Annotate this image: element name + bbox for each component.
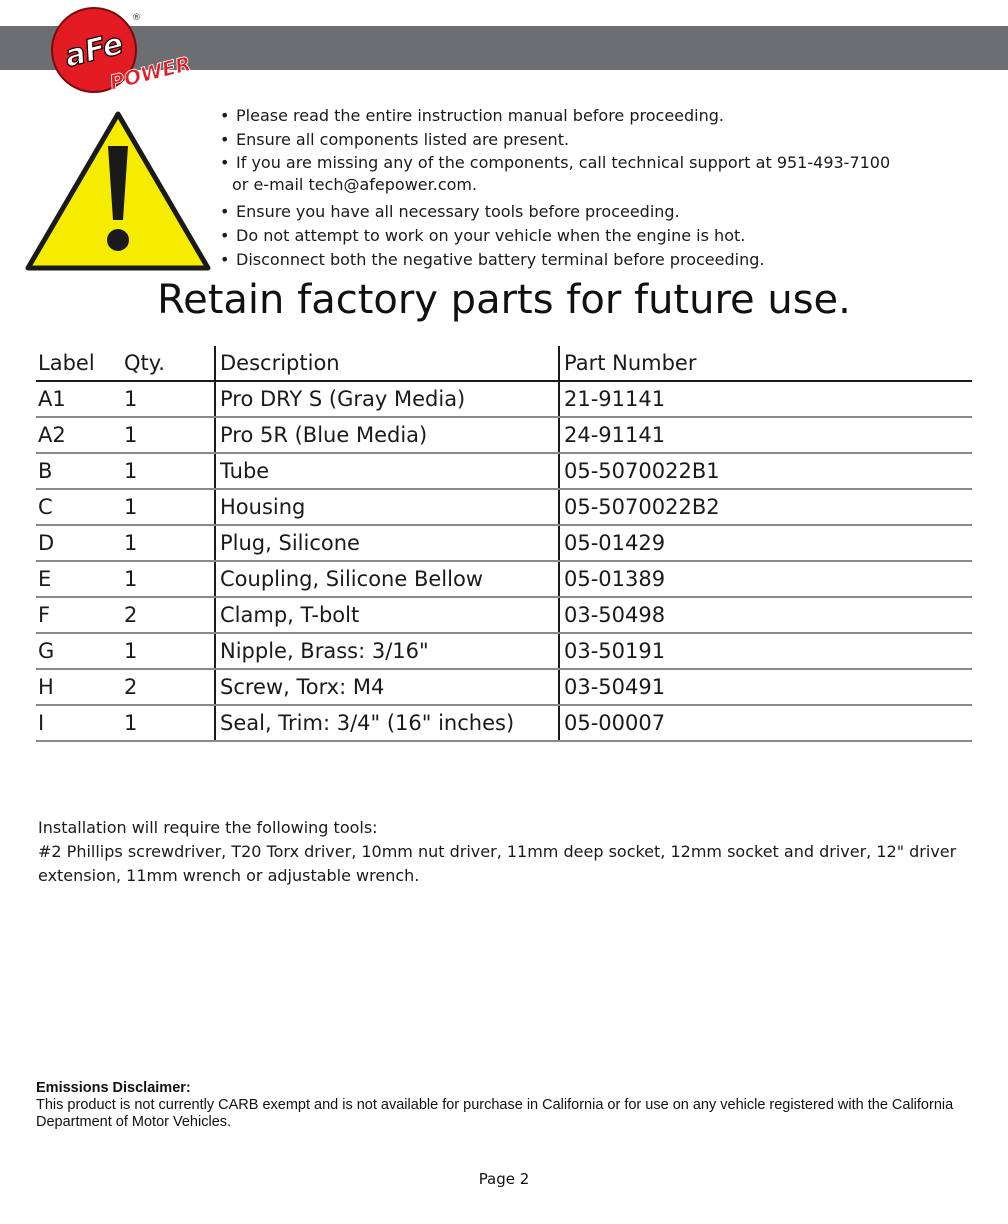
cell-label: E [36,561,120,597]
bullet: • [220,106,230,125]
cell-label: B [36,453,120,489]
table-row [36,705,972,741]
table-row [36,453,972,489]
logo-text-main: aFe [61,26,127,75]
warning-item: • Disconnect both the negative battery terminal before proceeding. [220,248,960,272]
warning-item: • Ensure you have all necessary tools before proceeding. [220,200,960,224]
column-header-qty: Qty. [120,346,215,381]
warning-item: • If you are missing any of the components, call technical support at 951-493-7100 or e-mail tech@afepower.com. [220,153,891,194]
cell-qty: 1 [120,417,215,453]
cell-label: A1 [36,381,120,417]
cell-label: I [36,705,120,741]
cell-part-number: 05-01429 [559,525,972,561]
afe-power-logo [40,2,200,98]
cell-label: D [36,525,120,561]
table-row [36,669,972,705]
cell-description: Nipple, Brass: 3/16" [215,633,559,669]
page-headline: Retain factory parts for future use. [157,277,851,323]
bullet: • [220,202,230,221]
cell-description: Pro 5R (Blue Media) [215,417,559,453]
column-header-label: Label [36,346,120,381]
cell-description: Clamp, T-bolt [215,597,559,633]
table-row [36,489,972,525]
cell-part-number: 21-91141 [559,381,972,417]
cell-description: Pro DRY S (Gray Media) [215,381,559,417]
table-row [36,633,972,669]
cell-label: H [36,669,120,705]
warning-item: • Do not attempt to work on your vehicle when the engine is hot. [220,224,960,248]
cell-qty: 1 [120,525,215,561]
cell-part-number: 05-00007 [559,705,972,741]
tools-section [38,816,958,888]
cell-qty: 1 [120,633,215,669]
table-row [36,417,972,453]
table-row [36,597,972,633]
disclaimer-title: Emissions Disclaimer: [36,1080,191,1096]
table-row [36,561,972,597]
cell-qty: 2 [120,669,215,705]
tools-list: #2 Phillips screwdriver, T20 Torx driver, 10mm nut driver, 11mm deep socket, 12mm socket and driver, 12" driver extension, 11mm wrench or adjustable wrench. [38,842,957,885]
warning-icon [24,108,212,274]
bullet: • [220,130,230,149]
cell-label: C [36,489,120,525]
disclaimer-text: This product is not currently CARB exempt and is not available for purchase in California or for use on any vehicle registered with the California Department of Motor Vehicles. [36,1097,954,1130]
table-header-row [36,346,972,381]
cell-part-number: 05-01389 [559,561,972,597]
parts-table [36,346,972,742]
cell-qty: 1 [120,453,215,489]
table-row [36,525,972,561]
cell-qty: 1 [120,705,215,741]
cell-description: Coupling, Silicone Bellow [215,561,559,597]
warning-item: • Please read the entire instruction manual before proceeding. [220,104,960,128]
tools-intro: Installation will require the following tools: [38,818,378,837]
logo-registered: ® [132,13,141,23]
cell-part-number: 03-50491 [559,669,972,705]
bullet: • [220,153,230,172]
cell-qty: 1 [120,561,215,597]
column-header-description: Description [215,346,559,381]
cell-description: Plug, Silicone [215,525,559,561]
cell-label: F [36,597,120,633]
cell-description: Housing [215,489,559,525]
cell-description: Screw, Torx: M4 [215,669,559,705]
cell-description: Tube [215,453,559,489]
cell-qty: 1 [120,489,215,525]
emissions-disclaimer [36,1080,976,1131]
page-number: Page 2 [478,1170,530,1188]
bullet: • [220,250,230,269]
cell-part-number: 03-50498 [559,597,972,633]
cell-part-number: 24-91141 [559,417,972,453]
cell-description: Seal, Trim: 3/4" (16" inches) [215,705,559,741]
warning-item: • Ensure all components listed are present. [220,128,960,152]
table-row [36,381,972,417]
cell-label: A2 [36,417,120,453]
cell-qty: 1 [120,381,215,417]
bullet: • [220,226,230,245]
cell-part-number: 03-50191 [559,633,972,669]
cell-part-number: 05-5070022B2 [559,489,972,525]
warning-list [220,104,960,272]
cell-part-number: 05-5070022B1 [559,453,972,489]
cell-label: G [36,633,120,669]
cell-qty: 2 [120,597,215,633]
column-header-part-number: Part Number [559,346,972,381]
logo-text-sub: POWER [107,51,194,95]
